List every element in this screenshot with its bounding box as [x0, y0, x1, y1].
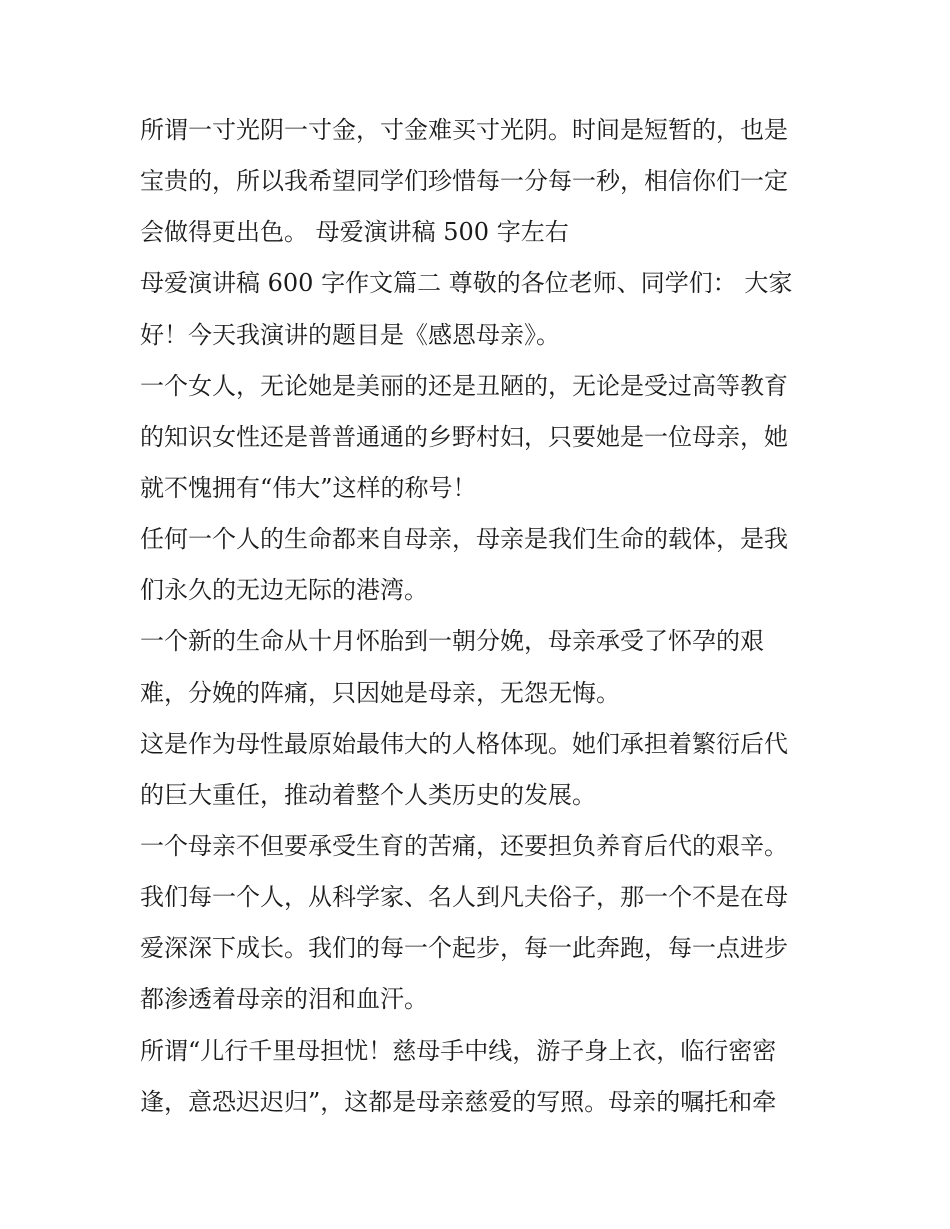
text-line: 母爱演讲稿 600 字作文篇二 尊敬的各位老师、同学们： 大家	[140, 269, 793, 298]
text-line: 逢，意恐迟迟归”，这都是母亲慈爱的写照。母亲的嘱托和牵	[140, 1087, 777, 1116]
text-line: 一个女人，无论她是美丽的还是丑陋的，无论是受过高等教育	[140, 371, 788, 400]
text-line: 们永久的无边无际的港湾。	[140, 576, 428, 605]
text-line: 一个母亲不但要承受生育的苦痛，还要担负养育后代的艰辛。	[140, 831, 788, 860]
text-line: 宝贵的，所以我希望同学们珍惜每一分每一秒，相信你们一定	[140, 167, 788, 196]
text-line: 好！今天我演讲的题目是《感恩母亲》。	[140, 320, 560, 349]
text-line: 的巨大重任，推动着整个人类历史的发展。	[140, 780, 596, 809]
text-line: 就不愧拥有“伟大”这样的称号！	[140, 473, 477, 502]
text-line: 的知识女性还是普普通通的乡野村妇，只要她是一位母亲，她	[140, 422, 788, 451]
text-line: 我们每一个人，从科学家、名人到凡夫俗子，那一个不是在母	[140, 883, 788, 912]
text-line: 会做得更出色。 母爱演讲稿 500 字左右	[140, 218, 569, 247]
text-line: 这是作为母性最原始最伟大的人格体现。她们承担着繁衍后代	[140, 729, 788, 758]
text-line: 一个新的生命从十月怀胎到一朝分娩，母亲承受了怀孕的艰	[140, 627, 764, 656]
text-line: 难，分娩的阵痛，只因她是母亲，无怨无悔。	[140, 678, 620, 707]
text-line: 爱深深下成长。我们的每一个起步，每一此奔跑，每一点进步	[140, 934, 788, 963]
text-line: 所谓一寸光阴一寸金，寸金难买寸光阴。时间是短暂的，也是	[140, 116, 788, 144]
document-body	[140, 105, 816, 1128]
text-line: 都渗透着母亲的泪和血汗。	[140, 985, 428, 1014]
text-line: 所谓“儿行千里母担忧！慈母手中线，游子身上衣，临行密密	[140, 1036, 777, 1065]
text-line: 任何一个人的生命都来自母亲，母亲是我们生命的载体，是我	[140, 525, 788, 554]
